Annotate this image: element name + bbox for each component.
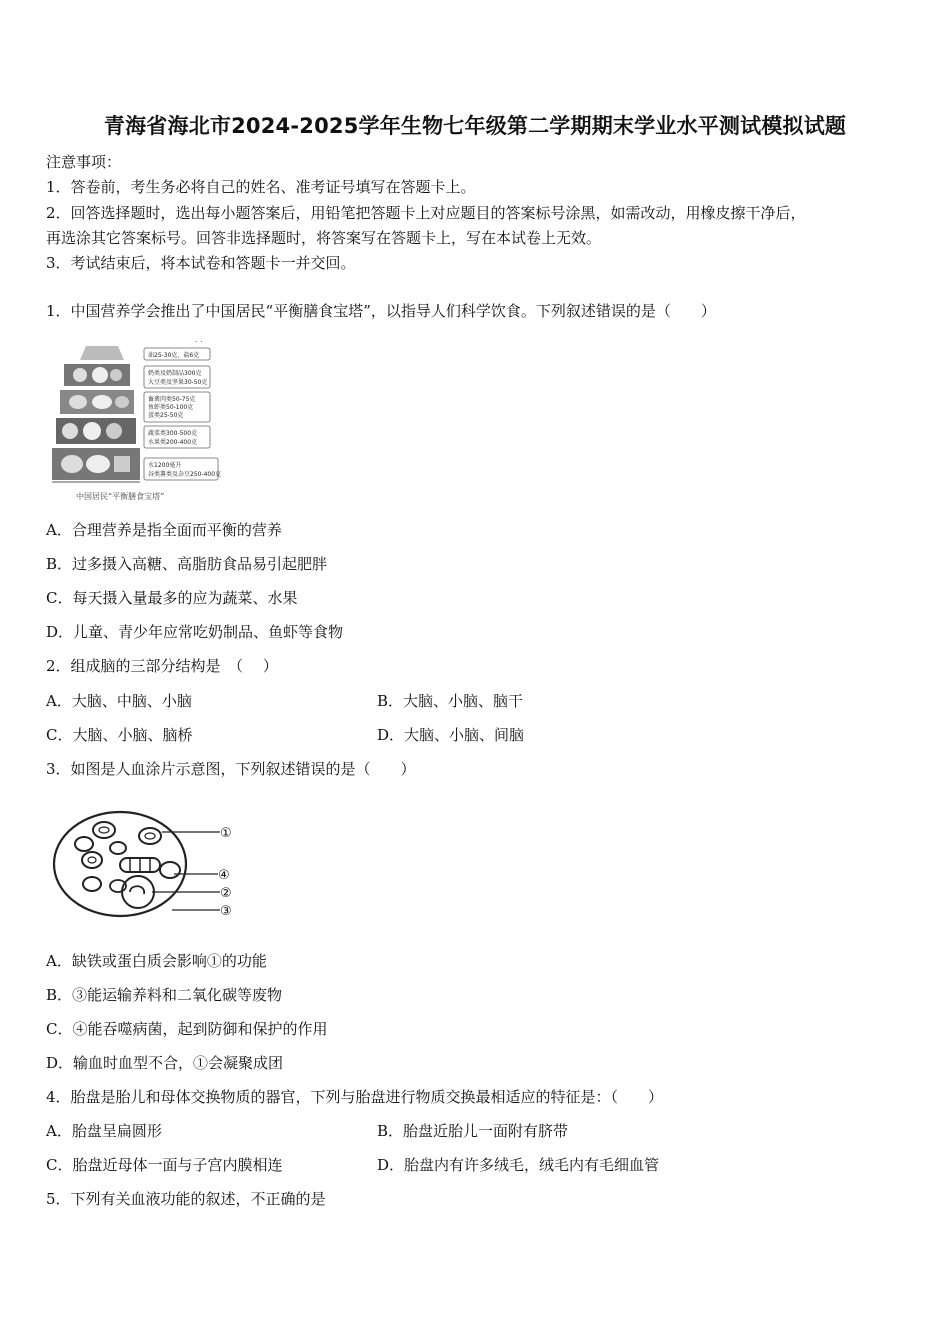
page-title: 青海省海北市2024-2025学年生物七年级第二学期期末学业水平测试模拟试题 (103, 114, 847, 138)
question-3-option-c: C．④能吞噬病菌，起到防御和保护的作用 (46, 1020, 328, 1038)
question-2-stem: 2．组成脑的三部分结构是 （ ） (46, 657, 278, 675)
note-item: 1．答卷前，考生务必将自己的姓名、准考证号填写在答题卡上。 (46, 178, 476, 196)
question-1-option-a: A．合理营养是指全面而平衡的营养 (46, 521, 282, 539)
question-3-stem: 3．如图是人血涂片示意图，下列叙述错误的是（ ） (46, 760, 416, 778)
pyramid-label: 水果类200-400克 (148, 439, 198, 446)
pyramid-label: 蔬菜类300-500克 (148, 430, 198, 437)
pyramid-label: 蛋类25-50克 (148, 412, 184, 419)
question-1-option-d: D．儿童、青少年应常吃奶制品、鱼虾等食物 (46, 623, 344, 641)
marker-label: ④ (218, 868, 230, 883)
question-4-stem: 4．胎盘是胎儿和母体交换物质的器官，下列与胎盘进行物质交换最相适应的特征是：（ ） (46, 1088, 664, 1106)
question-1-option-b: B．过多摄入高糖、高脂肪食品易引起肥胖 (46, 555, 328, 573)
pyramid-label: 畜禽肉类50-75克 (148, 396, 196, 403)
question-4-option-b: B．胎盘近胎儿一面附有脐带 (377, 1122, 569, 1140)
marker-label: ① (220, 826, 232, 841)
note-item: 再选涂其它答案标号。回答非选择题时，将答案写在答题卡上，写在本试卷上无效。 (46, 229, 602, 247)
question-4-option-a: A．胎盘呈扁圆形 (46, 1122, 162, 1140)
question-2-option-b: B．大脑、小脑、脑干 (377, 692, 524, 710)
pyramid-label: 奶类及奶制品300克 (148, 370, 202, 377)
question-1-option-c: C．每天摄入量最多的应为蔬菜、水果 (46, 589, 298, 607)
question-1-stem: 1．中国营养学会推出了中国居民“平衡膳食宝塔”，以指导人们科学饮食。下列叙述错误的是（ ） (46, 302, 716, 320)
pyramid-label: 谷类薯类及杂豆250-400克 (148, 471, 222, 478)
question-2-option-c: C．大脑、小脑、脑桥 (46, 726, 193, 744)
question-3-option-b: B．③能运输养料和二氧化碳等废物 (46, 986, 283, 1004)
pyramid-label: 水1200毫升 (148, 462, 182, 469)
question-3-option-a: A．缺铁或蛋白质会影响①的功能 (46, 952, 267, 970)
blood-smear-figure (52, 808, 242, 923)
question-4-option-d: D．胎盘内有许多绒毛，绒毛内有毛细血管 (377, 1156, 660, 1174)
pyramid-label: 油25-30克，盐6克 (148, 352, 200, 359)
question-2-option-a: A．大脑、中脑、小脑 (46, 692, 192, 710)
pyramid-caption: 中国居民“平衡膳食宝塔” (76, 492, 165, 501)
marker-label: ③ (220, 904, 232, 919)
pyramid-label: 大豆类及坚果30-50克 (148, 379, 208, 386)
question-3-option-d: D．输血时血型不合，①会凝聚成团 (46, 1054, 284, 1072)
marker-label: ② (220, 886, 232, 901)
question-2-option-d: D．大脑、小脑、间脑 (377, 726, 525, 744)
question-4-option-c: C．胎盘近母体一面与子宫内膜相连 (46, 1156, 283, 1174)
question-5-stem: 5．下列有关血液功能的叙述，不正确的是 (46, 1190, 326, 1208)
note-item: 2．回答选择题时，选出每小题答案后，用铅笔把答题卡上对应题目的答案标号涂黑，如需改动，用橡皮擦干净后， (46, 204, 806, 222)
notes-heading: 注意事项： (46, 153, 122, 171)
note-item: 3．考试结束后，将本试卷和答题卡一并交回。 (46, 254, 356, 272)
svg-text:. .: . . (195, 335, 203, 344)
food-pyramid-figure (52, 332, 232, 510)
pyramid-label: 鱼虾类50-100克 (148, 404, 194, 411)
